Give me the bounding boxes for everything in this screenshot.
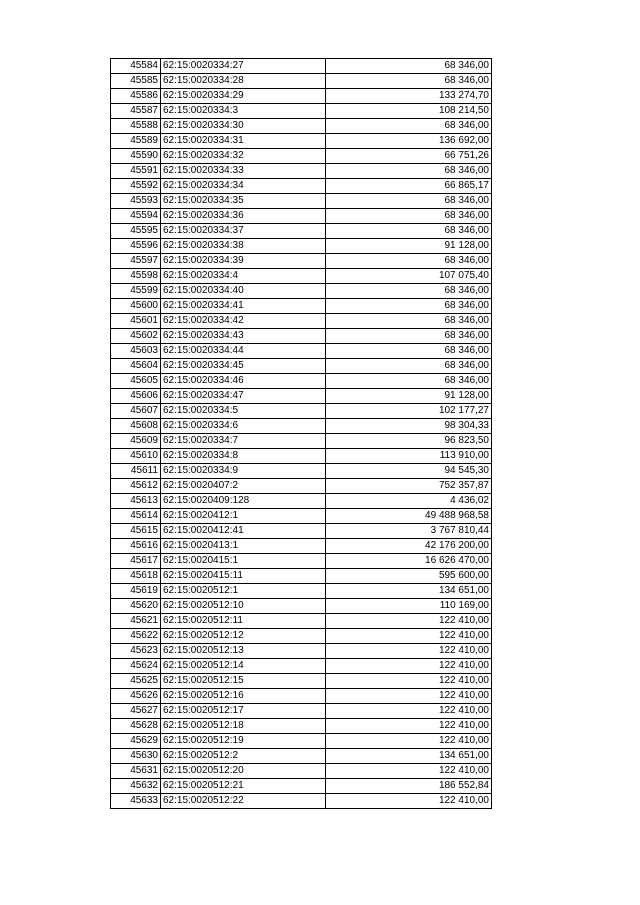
cadastral-number-cell: 62:15:0020512:17 — [161, 704, 326, 719]
cadastral-value-cell: 98 304,33 — [326, 419, 492, 434]
table-body — [111, 59, 492, 809]
cadastral-value-cell: 42 176 200,00 — [326, 539, 492, 554]
row-number-cell: 45609 — [111, 434, 161, 449]
table-row — [111, 194, 492, 209]
cadastral-value-cell: 49 488 968,58 — [326, 509, 492, 524]
table-row — [111, 59, 492, 74]
table-row — [111, 359, 492, 374]
cadastral-number-cell: 62:15:0020334:47 — [161, 389, 326, 404]
cadastral-number-cell: 62:15:0020512:12 — [161, 629, 326, 644]
table-row — [111, 104, 492, 119]
row-number-cell: 45604 — [111, 359, 161, 374]
table-row — [111, 419, 492, 434]
table-row — [111, 719, 492, 734]
cadastral-number-cell: 62:15:0020512:18 — [161, 719, 326, 734]
cadastral-value-cell: 68 346,00 — [326, 119, 492, 134]
cadastral-value-cell: 3 767 810,44 — [326, 524, 492, 539]
cadastral-number-cell: 62:15:0020512:11 — [161, 614, 326, 629]
cadastral-number-cell: 62:15:0020512:15 — [161, 674, 326, 689]
cadastral-value-cell: 113 910,00 — [326, 449, 492, 464]
cadastral-number-cell: 62:15:0020512:13 — [161, 644, 326, 659]
row-number-cell: 45616 — [111, 539, 161, 554]
cadastral-number-cell: 62:15:0020512:16 — [161, 689, 326, 704]
cadastral-number-cell: 62:15:0020334:43 — [161, 329, 326, 344]
cadastral-number-cell: 62:15:0020512:1 — [161, 584, 326, 599]
row-number-cell: 45608 — [111, 419, 161, 434]
table-row — [111, 464, 492, 479]
cadastral-value-cell: 122 410,00 — [326, 614, 492, 629]
table-row — [111, 134, 492, 149]
cadastral-value-cell: 122 410,00 — [326, 629, 492, 644]
cadastral-value-cell: 122 410,00 — [326, 674, 492, 689]
row-number-cell: 45624 — [111, 659, 161, 674]
table-row — [111, 509, 492, 524]
row-number-cell: 45625 — [111, 674, 161, 689]
row-number-cell: 45618 — [111, 569, 161, 584]
cadastral-number-cell: 62:15:0020334:39 — [161, 254, 326, 269]
table-row — [111, 149, 492, 164]
cadastral-value-cell: 102 177,27 — [326, 404, 492, 419]
cadastral-number-cell: 62:15:0020334:40 — [161, 284, 326, 299]
cadastral-value-cell: 595 600,00 — [326, 569, 492, 584]
cadastral-value-cell: 752 357,87 — [326, 479, 492, 494]
row-number-cell: 45612 — [111, 479, 161, 494]
cadastral-value-cell: 122 410,00 — [326, 704, 492, 719]
table-row — [111, 494, 492, 509]
cadastral-number-cell: 62:15:0020334:42 — [161, 314, 326, 329]
cadastral-value-cell: 122 410,00 — [326, 794, 492, 809]
cadastral-number-cell: 62:15:0020334:28 — [161, 74, 326, 89]
row-number-cell: 45595 — [111, 224, 161, 239]
cadastral-number-cell: 62:15:0020512:10 — [161, 599, 326, 614]
cadastral-value-cell: 66 751,26 — [326, 149, 492, 164]
table-row — [111, 524, 492, 539]
row-number-cell: 45610 — [111, 449, 161, 464]
table-row — [111, 569, 492, 584]
table-row — [111, 659, 492, 674]
table-row — [111, 479, 492, 494]
cadastral-value-cell: 68 346,00 — [326, 59, 492, 74]
cadastral-value-cell: 94 545,30 — [326, 464, 492, 479]
row-number-cell: 45607 — [111, 404, 161, 419]
cadastral-value-cell: 68 346,00 — [326, 254, 492, 269]
table-row — [111, 374, 492, 389]
cadastral-value-cell: 68 346,00 — [326, 164, 492, 179]
cadastral-value-cell: 133 274,70 — [326, 89, 492, 104]
cadastral-number-cell: 62:15:0020415:1 — [161, 554, 326, 569]
cadastral-number-cell: 62:15:0020415:11 — [161, 569, 326, 584]
row-number-cell: 45590 — [111, 149, 161, 164]
table-row — [111, 749, 492, 764]
cadastral-value-cell: 91 128,00 — [326, 239, 492, 254]
cadastral-value-cell: 66 865,17 — [326, 179, 492, 194]
cadastral-value-cell: 68 346,00 — [326, 74, 492, 89]
table-row — [111, 119, 492, 134]
row-number-cell: 45613 — [111, 494, 161, 509]
cadastral-number-cell: 62:15:0020512:20 — [161, 764, 326, 779]
table-row — [111, 224, 492, 239]
cadastral-value-table — [110, 58, 492, 809]
cadastral-number-cell: 62:15:0020512:22 — [161, 794, 326, 809]
cadastral-value-cell: 68 346,00 — [326, 359, 492, 374]
row-number-cell: 45615 — [111, 524, 161, 539]
table-row — [111, 674, 492, 689]
cadastral-value-cell: 134 651,00 — [326, 749, 492, 764]
row-number-cell: 45598 — [111, 269, 161, 284]
cadastral-value-cell: 68 346,00 — [326, 194, 492, 209]
cadastral-value-cell: 68 346,00 — [326, 329, 492, 344]
table-row — [111, 344, 492, 359]
cadastral-number-cell: 62:15:0020334:8 — [161, 449, 326, 464]
cadastral-number-cell: 62:15:0020334:32 — [161, 149, 326, 164]
cadastral-value-cell: 4 436,02 — [326, 494, 492, 509]
cadastral-value-cell: 68 346,00 — [326, 209, 492, 224]
row-number-cell: 45627 — [111, 704, 161, 719]
cadastral-value-cell: 110 169,00 — [326, 599, 492, 614]
row-number-cell: 45621 — [111, 614, 161, 629]
cadastral-number-cell: 62:15:0020334:9 — [161, 464, 326, 479]
cadastral-number-cell: 62:15:0020334:31 — [161, 134, 326, 149]
cadastral-value-cell: 122 410,00 — [326, 689, 492, 704]
row-number-cell: 45620 — [111, 599, 161, 614]
cadastral-value-cell: 122 410,00 — [326, 659, 492, 674]
cadastral-number-cell: 62:15:0020334:41 — [161, 299, 326, 314]
cadastral-number-cell: 62:15:0020334:30 — [161, 119, 326, 134]
row-number-cell: 45614 — [111, 509, 161, 524]
table-row — [111, 314, 492, 329]
cadastral-number-cell: 62:15:0020334:6 — [161, 419, 326, 434]
row-number-cell: 45602 — [111, 329, 161, 344]
cadastral-value-cell: 122 410,00 — [326, 719, 492, 734]
row-number-cell: 45587 — [111, 104, 161, 119]
table-row — [111, 584, 492, 599]
row-number-cell: 45623 — [111, 644, 161, 659]
row-number-cell: 45601 — [111, 314, 161, 329]
cadastral-number-cell: 62:15:0020409:128 — [161, 494, 326, 509]
table-row — [111, 629, 492, 644]
cadastral-number-cell: 62:15:0020334:36 — [161, 209, 326, 224]
cadastral-number-cell: 62:15:0020334:45 — [161, 359, 326, 374]
cadastral-number-cell: 62:15:0020334:4 — [161, 269, 326, 284]
table-row — [111, 764, 492, 779]
cadastral-value-cell: 122 410,00 — [326, 734, 492, 749]
table-row — [111, 434, 492, 449]
cadastral-value-cell: 136 692,00 — [326, 134, 492, 149]
row-number-cell: 45632 — [111, 779, 161, 794]
table-row — [111, 404, 492, 419]
table-row — [111, 734, 492, 749]
cadastral-number-cell: 62:15:0020412:1 — [161, 509, 326, 524]
row-number-cell: 45592 — [111, 179, 161, 194]
row-number-cell: 45599 — [111, 284, 161, 299]
table-row — [111, 449, 492, 464]
cadastral-number-cell: 62:15:0020512:21 — [161, 779, 326, 794]
table-row — [111, 209, 492, 224]
row-number-cell: 45622 — [111, 629, 161, 644]
table-row — [111, 284, 492, 299]
row-number-cell: 45619 — [111, 584, 161, 599]
cadastral-number-cell: 62:15:0020413:1 — [161, 539, 326, 554]
row-number-cell: 45603 — [111, 344, 161, 359]
row-number-cell: 45594 — [111, 209, 161, 224]
cadastral-number-cell: 62:15:0020334:44 — [161, 344, 326, 359]
cadastral-number-cell: 62:15:0020334:34 — [161, 179, 326, 194]
cadastral-value-cell: 68 346,00 — [326, 299, 492, 314]
cadastral-value-cell: 122 410,00 — [326, 644, 492, 659]
row-number-cell: 45591 — [111, 164, 161, 179]
row-number-cell: 45630 — [111, 749, 161, 764]
row-number-cell: 45629 — [111, 734, 161, 749]
cadastral-value-cell: 16 626 470,00 — [326, 554, 492, 569]
cadastral-value-cell: 186 552,84 — [326, 779, 492, 794]
row-number-cell: 45588 — [111, 119, 161, 134]
table-row — [111, 74, 492, 89]
row-number-cell: 45584 — [111, 59, 161, 74]
cadastral-number-cell: 62:15:0020334:7 — [161, 434, 326, 449]
table-row — [111, 239, 492, 254]
cadastral-number-cell: 62:15:0020512:19 — [161, 734, 326, 749]
table-row — [111, 269, 492, 284]
cadastral-number-cell: 62:15:0020334:5 — [161, 404, 326, 419]
table-row — [111, 599, 492, 614]
cadastral-number-cell: 62:15:0020334:3 — [161, 104, 326, 119]
table-row — [111, 89, 492, 104]
row-number-cell: 45597 — [111, 254, 161, 269]
row-number-cell: 45628 — [111, 719, 161, 734]
cadastral-value-cell: 91 128,00 — [326, 389, 492, 404]
row-number-cell: 45606 — [111, 389, 161, 404]
cadastral-value-cell: 108 214,50 — [326, 104, 492, 119]
row-number-cell: 45617 — [111, 554, 161, 569]
table-row — [111, 779, 492, 794]
cadastral-number-cell: 62:15:0020512:2 — [161, 749, 326, 764]
cadastral-value-cell: 68 346,00 — [326, 284, 492, 299]
table-row — [111, 794, 492, 809]
table-row — [111, 254, 492, 269]
row-number-cell: 45626 — [111, 689, 161, 704]
cadastral-value-cell: 107 075,40 — [326, 269, 492, 284]
row-number-cell: 45585 — [111, 74, 161, 89]
table-row — [111, 554, 492, 569]
row-number-cell: 45596 — [111, 239, 161, 254]
cadastral-number-cell: 62:15:0020407:2 — [161, 479, 326, 494]
row-number-cell: 45611 — [111, 464, 161, 479]
table-row — [111, 614, 492, 629]
cadastral-number-cell: 62:15:0020412:41 — [161, 524, 326, 539]
row-number-cell: 45600 — [111, 299, 161, 314]
cadastral-value-cell: 68 346,00 — [326, 344, 492, 359]
row-number-cell: 45631 — [111, 764, 161, 779]
cadastral-number-cell: 62:15:0020334:37 — [161, 224, 326, 239]
row-number-cell: 45589 — [111, 134, 161, 149]
table-row — [111, 644, 492, 659]
row-number-cell: 45593 — [111, 194, 161, 209]
cadastral-number-cell: 62:15:0020334:29 — [161, 89, 326, 104]
table-row — [111, 539, 492, 554]
row-number-cell: 45633 — [111, 794, 161, 809]
table-row — [111, 179, 492, 194]
cadastral-value-cell: 68 346,00 — [326, 314, 492, 329]
cadastral-number-cell: 62:15:0020334:27 — [161, 59, 326, 74]
table-row — [111, 164, 492, 179]
table-row — [111, 329, 492, 344]
cadastral-number-cell: 62:15:0020512:14 — [161, 659, 326, 674]
cadastral-number-cell: 62:15:0020334:35 — [161, 194, 326, 209]
cadastral-value-cell: 96 823,50 — [326, 434, 492, 449]
row-number-cell: 45586 — [111, 89, 161, 104]
cadastral-value-cell: 134 651,00 — [326, 584, 492, 599]
table-row — [111, 389, 492, 404]
row-number-cell: 45605 — [111, 374, 161, 389]
cadastral-number-cell: 62:15:0020334:38 — [161, 239, 326, 254]
cadastral-value-cell: 122 410,00 — [326, 764, 492, 779]
table-row — [111, 689, 492, 704]
table-row — [111, 299, 492, 314]
table-row — [111, 704, 492, 719]
cadastral-value-cell: 68 346,00 — [326, 224, 492, 239]
cadastral-value-cell: 68 346,00 — [326, 374, 492, 389]
cadastral-number-cell: 62:15:0020334:33 — [161, 164, 326, 179]
cadastral-number-cell: 62:15:0020334:46 — [161, 374, 326, 389]
